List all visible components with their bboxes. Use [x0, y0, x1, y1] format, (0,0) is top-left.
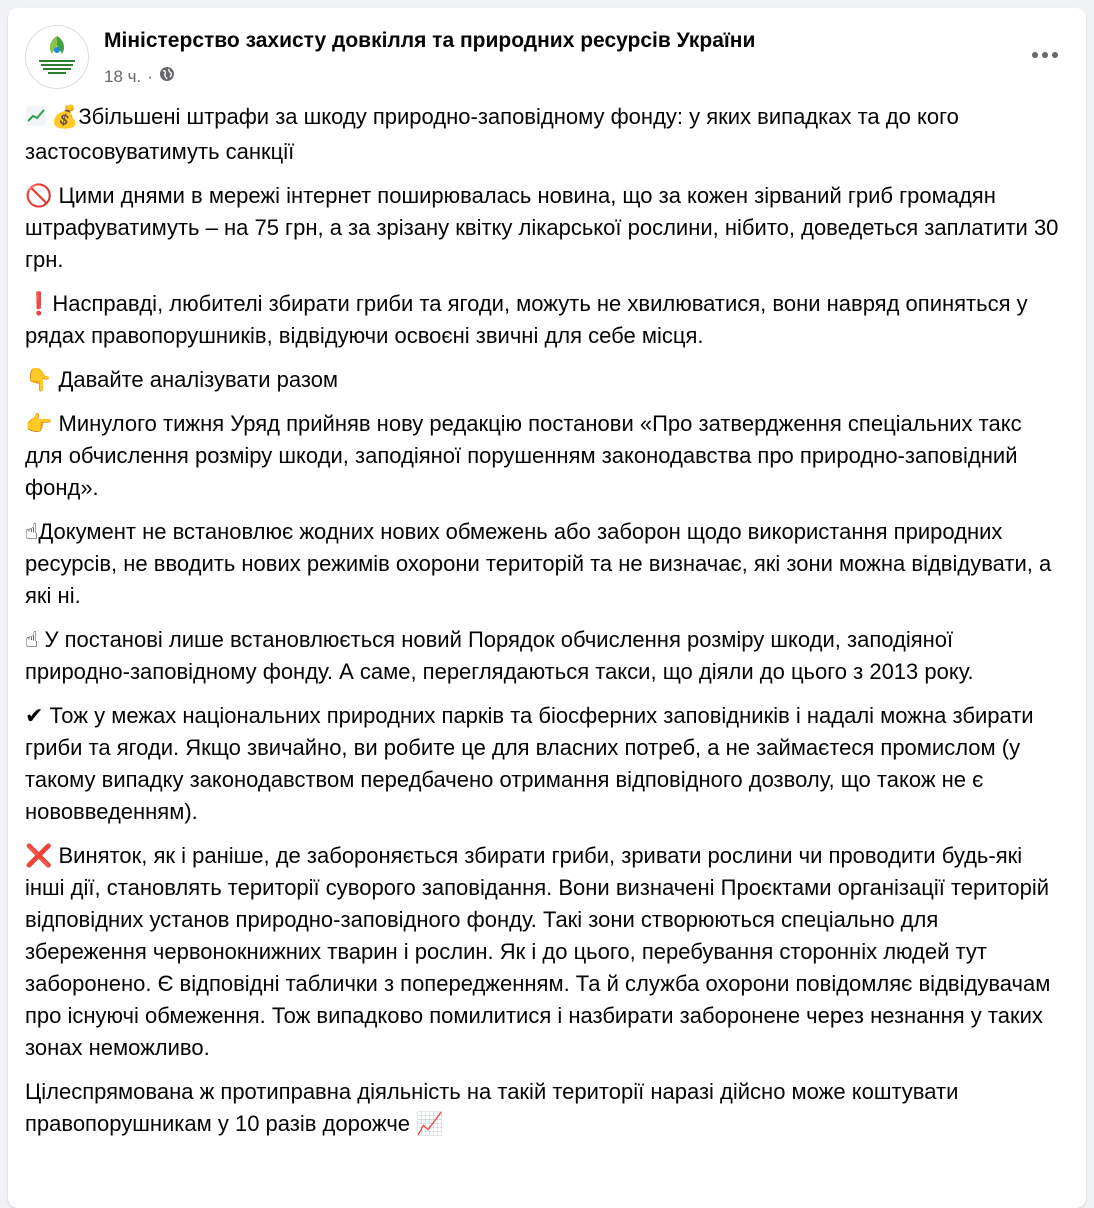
- post-paragraph: ❌ Виняток, як і раніше, де забороняється збирати гриби, зривати рослини чи проводити будь-які інші дії, становлять території суворого заповідання. Вони визначені Проєктами організації територій відповідних установ природно-заповідного фонду. Такі зони створюються спеціально для збереження червонокнижних тварин і рослин. Як і до цього, перебування сторонніх людей тут заборонено. Є відповідні таблички з попередженням. Та й служба охорони повідомляє відвідувачам про існуючі обмеження. Тож випадково помилитися і назбирати заборонене через незнання у таких зонах неможливо.: [25, 843, 1051, 1060]
- chart-up-icon: [25, 104, 47, 136]
- post-paragraph: ✔ Тож у межах національних природних парків та біосферних заповідників і надалі можна збирати гриби та ягоди. Якщо звичайно, ви робите це для власних потреб, а не займаєтеся промислом (у такому випадку законодавством передбачено отримання відповідного дозволу, що також не є нововведенням).: [25, 703, 1034, 824]
- ministry-logo-icon: [26, 26, 88, 88]
- post-paragraph: 👉 Минулого тижня Уряд прийняв нову редакцію постанови «Про затвердження спеціальних такс для обчислення розміру шкоди, заподіяної порушенням законодавства про природно-заповідний фонд».: [25, 411, 1022, 500]
- post-meta: [104, 66, 175, 87]
- post-paragraph: ☝ У постанові лише встановлюється новий Порядок обчислення розміру шкоди, заподіяної природно-заповідному фонду. А саме, переглядаються такси, що діяли до цього з 2013 року.: [25, 627, 974, 684]
- post-paragraph: 🚫 Цими днями в мережі інтернет поширювалась новина, що за кожен зірваний гриб громадян штрафуватимуть – на 75 грн, а за зрізану квітку лікарської рослини, нібито, доведеться заплатити 30 грн.: [25, 183, 1059, 272]
- page-name-link[interactable]: Міністерство захисту довкілля та природних ресурсів України: [104, 29, 756, 52]
- post-paragraph: ❗Насправді, любителі збирати гриби та ягоди, можуть не хвилюватися, вони навряд опиняться у рядах правопорушників, відвідуючи освоєні звичні для себе місця.: [25, 291, 1028, 348]
- post-body: [25, 101, 1060, 1152]
- post-paragraph: Цілеспрямована ж протиправна діяльність на такій території наразі дійсно може коштувати правопорушникам у 10 разів дорожче 📈: [25, 1079, 959, 1136]
- post-header: [25, 25, 1069, 89]
- post-paragraph: 👇 Давайте аналізувати разом: [25, 367, 339, 392]
- meta-separator: ·: [147, 66, 153, 86]
- scrollbar[interactable]: [1080, 78, 1086, 1198]
- post-card: [8, 8, 1086, 1208]
- page-avatar[interactable]: [25, 25, 89, 89]
- ellipsis-icon: [1031, 51, 1059, 59]
- post-paragraph: 💰Збільшені штрафи за шкоду природно-заповідному фонду: у яких випадках та до кого застосовуватимуть санкції: [25, 104, 959, 164]
- more-options-button[interactable]: [1027, 43, 1063, 67]
- post-time[interactable]: 18 ч.: [104, 66, 142, 86]
- globe-icon[interactable]: [159, 66, 175, 87]
- post-paragraph: ☝Документ не встановлює жодних нових обмежень або заборон щодо використання природних ресурсів, не вводить нових режимів охорони територій та не визначає, які зони можна відвідувати, а які ні.: [25, 519, 1052, 608]
